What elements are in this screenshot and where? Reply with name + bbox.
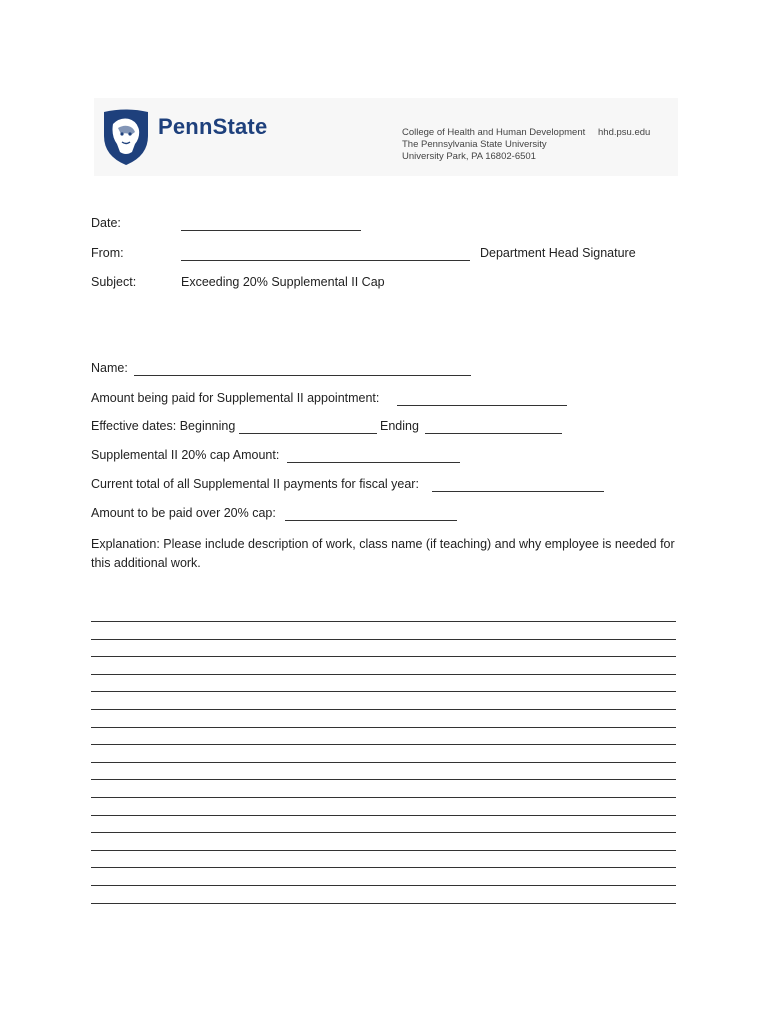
current-total-field[interactable] [432,480,604,492]
name-label: Name: [91,361,128,375]
ending-date-field[interactable] [425,422,562,434]
write-line[interactable] [91,903,676,921]
write-line[interactable] [91,621,676,639]
letterhead [94,98,678,176]
write-line[interactable] [91,656,676,674]
write-line[interactable] [91,674,676,692]
write-line[interactable] [91,867,676,885]
write-line[interactable] [91,885,676,903]
from-label: From: [91,246,124,260]
amount-field[interactable] [397,394,567,406]
college-name: College of Health and Human Development [402,127,586,138]
subject-label: Subject: [91,275,137,289]
write-line[interactable] [91,727,676,745]
write-line[interactable] [91,832,676,850]
over-cap-label: Amount to be paid over 20% cap: [91,506,276,520]
date-label: Date: [91,216,121,230]
current-total-label: Current total of all Supplemental II payments for fiscal year: [91,477,419,491]
nittany-lion-shield-icon [102,108,150,166]
explanation-lines[interactable] [91,621,676,920]
effective-dates-label: Effective dates: Beginning [91,419,236,433]
brand-wordmark: PennState [158,114,268,139]
website-link[interactable]: hhd.psu.edu [598,127,651,138]
write-line[interactable] [91,691,676,709]
beginning-date-field[interactable] [239,422,377,434]
cap-amount-label: Supplemental II 20% cap Amount: [91,448,280,462]
over-cap-field[interactable] [285,509,457,521]
write-line[interactable] [91,639,676,657]
cap-amount-field[interactable] [287,451,460,463]
name-field[interactable] [134,364,471,376]
college-address [402,127,585,163]
write-line[interactable] [91,744,676,762]
date-field[interactable] [181,219,361,231]
write-line[interactable] [91,709,676,727]
university-name: The Pennsylvania State University [402,139,547,150]
write-line[interactable] [91,762,676,780]
subject-value: Exceeding 20% Supplemental II Cap [181,275,385,289]
signature-field[interactable] [181,249,470,261]
write-line[interactable] [91,815,676,833]
write-line[interactable] [91,850,676,868]
university-address: University Park, PA 16802-6501 [402,151,536,162]
explanation-text: Explanation: Please include description of work, class name (if teaching) and why employee is needed for this additional work. [91,537,675,570]
amount-label: Amount being paid for Supplemental II appointment: [91,391,380,405]
signature-caption: Department Head Signature [480,246,636,260]
ending-label: Ending [380,419,419,433]
write-line[interactable] [91,797,676,815]
write-line[interactable] [91,779,676,797]
